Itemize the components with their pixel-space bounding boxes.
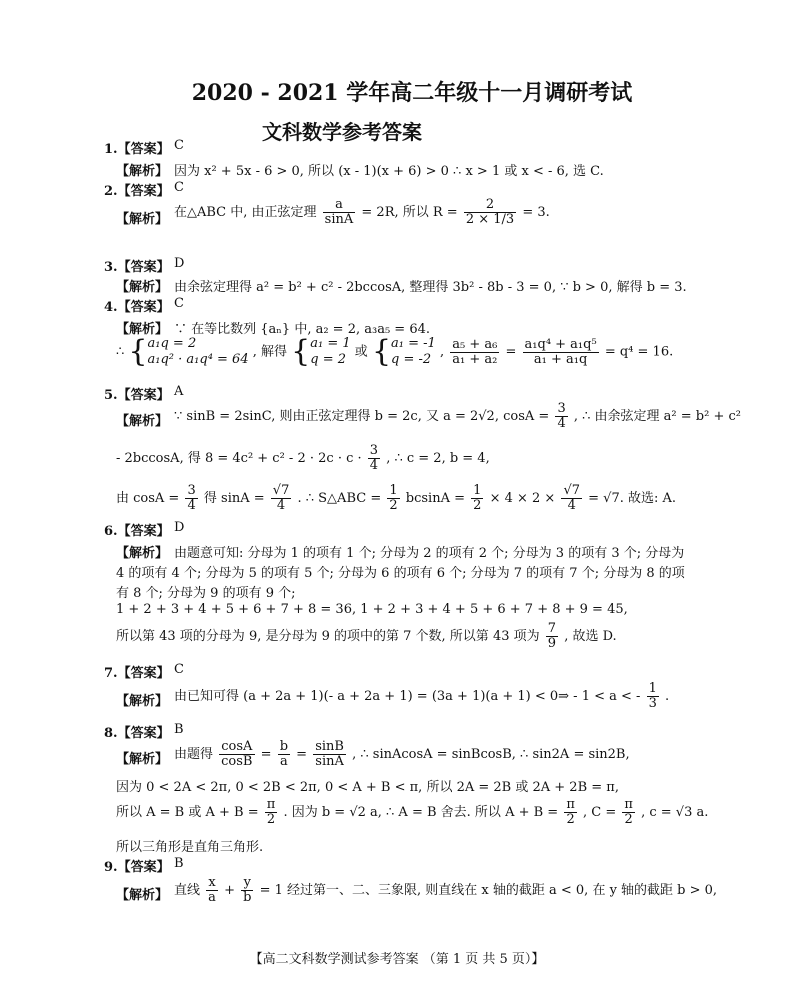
equation: a₁ = -1 <box>391 336 436 351</box>
answer-label: 【答案】 <box>117 300 170 315</box>
analysis-text: - 2bccosA, 得 8 = 4c² + c² - 2 · 2c · c · <box>116 451 362 466</box>
numerator: 1 <box>389 483 398 498</box>
fraction <box>471 484 483 513</box>
numerator: √7 <box>563 483 581 498</box>
denominator: 4 <box>567 498 576 513</box>
analysis-formula <box>174 198 550 227</box>
denominator: 4 <box>187 498 196 513</box>
analysis-text: , ∴ sinAcosA = sinBcosB, ∴ sin2A = sin2B, <box>352 747 630 762</box>
numerator: x <box>206 876 218 891</box>
analysis-text: 有 8 个; 分母为 9 的项有 9 个; <box>116 586 296 601</box>
analysis-text: 所以第 43 项的分母为 9, 是分母为 9 的项中的第 7 个数, 所以第 43 项为 <box>116 629 540 644</box>
numerator: 1 <box>473 483 482 498</box>
question-3-answer-row <box>104 256 170 275</box>
therefore-sign: ∴ <box>116 344 125 360</box>
numerator: 3 <box>369 443 379 458</box>
answer-value: D <box>174 520 185 535</box>
denominator: 4 <box>369 458 379 473</box>
numerator: π <box>266 797 276 812</box>
numerator: y <box>241 876 253 891</box>
answer-label: 【答案】 <box>117 388 170 403</box>
question-8-answer-row <box>104 722 170 741</box>
equation: q = -2 <box>391 352 432 367</box>
analysis-text: ∵ sinB = 2sinC, 则由正弦定理得 b = 2c, 又 a = 2√2, cosA = <box>174 409 550 424</box>
fraction <box>450 338 499 367</box>
analysis-text: , 解得 <box>252 344 288 360</box>
fraction <box>241 876 253 905</box>
denominator: a <box>279 754 288 769</box>
question-number: 8. <box>104 726 118 741</box>
fraction <box>561 484 582 513</box>
analysis-text: bcsinA = <box>405 491 465 506</box>
analysis-text: 所以三角形是直角三角形. <box>116 840 264 855</box>
analysis-text: 由 cosA = <box>116 491 180 506</box>
analysis-text: , C = <box>583 805 617 820</box>
analysis-text: 由余弦定理得 a² = b² + c² - 2bccosA, 整理得 3b² - 8b - 3 = 0, ∵ b > 0, 解得 b = 3. <box>174 280 687 295</box>
answer-value: C <box>174 180 184 195</box>
denominator: 4 <box>557 416 566 431</box>
fraction <box>464 198 516 227</box>
analysis-text: . 因为 b = √2 a, ∴ A = B 舍去. 所以 A + B = <box>283 805 559 820</box>
analysis-label: 【解析】 <box>116 694 169 709</box>
analysis-text: × 4 × 2 × <box>489 491 556 506</box>
numerator: π <box>566 797 575 812</box>
numerator: a <box>323 198 356 213</box>
question-number: 6. <box>104 524 118 539</box>
fraction <box>313 740 346 769</box>
fraction <box>206 876 218 905</box>
analysis-text: = 3. <box>522 205 550 220</box>
analysis-text: , 故选 D. <box>564 629 617 644</box>
answer-value: C <box>174 296 184 311</box>
question-7-answer-row <box>104 662 170 681</box>
question-number: 3. <box>104 260 118 275</box>
plus-sign: + <box>224 883 235 898</box>
numerator: 7 <box>547 621 557 636</box>
equation-system <box>310 336 350 368</box>
answer-value: D <box>174 256 185 271</box>
fraction <box>546 622 558 651</box>
analysis-formula <box>174 402 741 431</box>
analysis-text: 4 的项有 4 个; 分母为 5 的项有 5 个; 分母为 6 的项有 6 个; 分母为 7 的项有 7 个; 分母为 8 的项 <box>116 566 685 581</box>
answer-label: 【答案】 <box>117 142 170 157</box>
answer-label: 【答案】 <box>117 184 170 199</box>
fraction <box>647 682 659 711</box>
question-number: 7. <box>104 666 118 681</box>
equation: a₁ = 1 <box>310 336 351 351</box>
analysis-formula <box>174 740 630 769</box>
question-6-answer-row <box>104 520 170 539</box>
analysis-label: 【解析】 <box>116 322 169 337</box>
fraction <box>622 798 635 827</box>
numerator: 1 <box>648 681 657 696</box>
denominator: b <box>243 890 252 905</box>
question-2-answer-row <box>104 180 170 199</box>
numerator: a₁q⁴ + a₁q⁵ <box>524 336 597 352</box>
analysis-text: = 2R, 所以 R = <box>361 205 458 220</box>
left-brace: { <box>291 334 311 369</box>
analysis-text: 因为 0 < 2A < 2π, 0 < 2B < 2π, 0 < A + B < π, 所以 2A = 2B 或 2A + 2B = π, <box>116 780 619 795</box>
page-subtitle: 文科数学参考答案 <box>262 120 422 144</box>
analysis-formula <box>116 444 490 473</box>
analysis-formula <box>116 798 708 827</box>
fraction <box>323 198 356 227</box>
analysis-text: 在△ABC 中, 由正弦定理 <box>174 205 317 220</box>
denominator: 4 <box>276 498 286 513</box>
fraction <box>271 484 292 513</box>
analysis-label: 【解析】 <box>116 212 169 227</box>
analysis-text: 所以 A = B 或 A + B = <box>116 805 259 820</box>
fraction <box>368 444 380 473</box>
analysis-text: 由题得 <box>174 747 214 762</box>
equals-sign: = <box>296 747 308 762</box>
question-number: 4. <box>104 300 118 315</box>
denominator: 2 × 1/3 <box>465 212 515 227</box>
fraction <box>387 484 399 513</box>
analysis-text: , ∴ c = 2, b = 4, <box>386 451 490 466</box>
analysis-text: . ∴ S△ABC = <box>297 491 382 506</box>
question-9-answer-row <box>104 856 170 875</box>
denominator: 2 <box>566 812 575 827</box>
numerator: cosA <box>219 740 254 755</box>
fraction <box>564 798 577 827</box>
fraction <box>523 338 599 367</box>
left-brace: { <box>371 334 392 369</box>
numerator: √7 <box>272 483 290 498</box>
question-4-answer-row <box>104 296 170 315</box>
analysis-text: 1 + 2 + 3 + 4 + 5 + 6 + 7 + 8 = 36, 1 + 2 + 3 + 4 + 5 + 6 + 7 + 8 + 9 = 45, <box>116 602 628 617</box>
analysis-label: 【解析】 <box>116 164 169 179</box>
analysis-label: 【解析】 <box>116 414 169 429</box>
numerator: 2 <box>464 198 516 213</box>
analysis-label: 【解析】 <box>116 546 169 561</box>
denominator: 2 <box>624 812 633 827</box>
equals-sign: = <box>505 344 517 360</box>
analysis-label: 【解析】 <box>116 888 169 903</box>
equation: a₁q² · a₁q⁴ = 64 <box>147 352 249 367</box>
analysis-text: = 1 经过第一、二、三象限, 则直线在 x 轴的截距 a < 0, 在 y 轴的截距 b > 0, <box>259 883 718 898</box>
equals-sign: = <box>260 747 272 762</box>
equation-system <box>148 336 249 368</box>
denominator: 2 <box>473 498 482 513</box>
answer-label: 【答案】 <box>117 666 170 681</box>
analysis-text: = √7. 故选: A. <box>588 491 677 506</box>
analysis-text: = q⁴ = 16. <box>604 344 674 360</box>
analysis-text: ∵ 在等比数列 {aₙ} 中, a₂ = 2, a₃a₅ = 64. <box>174 322 430 337</box>
analysis-text: 由已知可得 (a + 2a + 1)(- a + 2a + 1) = (3a + 1)(a + 1) < 0⇒ - 1 < a < - <box>174 689 641 704</box>
analysis-formula: ∴ { a₁q = 2 a₁q² · a₁q⁴ = 64 , 解得 { a₁ = 1 q = 2 或 { a₁ = -1 q = -2 , $\frac{\text{a₅ + a₆}}{\text{a₁ + a₂}}$ = $\frac{\text{a₁q⁴ + a₁q⁵}}{\text{a₁ + a₁q}}$ = q⁴ = 16. <box>116 334 674 369</box>
question-number: 5. <box>104 388 118 403</box>
analysis-formula <box>116 484 676 513</box>
analysis-text: , c = √3 a. <box>641 805 709 820</box>
numerator: sinB <box>315 739 344 754</box>
denominator: a₁ + a₂ <box>452 351 498 367</box>
fraction <box>185 484 197 513</box>
numerator: 3 <box>187 483 196 498</box>
analysis-text: , ∴ 由余弦定理 a² = b² + c² <box>573 409 741 424</box>
equation-system <box>391 336 436 368</box>
denominator: 2 <box>389 498 398 513</box>
left-brace: { <box>128 334 148 369</box>
analysis-text: 或 <box>354 344 368 360</box>
answer-value: C <box>174 138 184 153</box>
analysis-formula <box>174 876 717 905</box>
analysis-text: 直线 <box>174 883 201 898</box>
numerator: b <box>279 739 289 754</box>
analysis-text: 因为 x² + 5x - 6 > 0, 所以 (x - 1)(x + 6) > 0 ∴ x > 1 或 x < - 6, 选 C. <box>174 164 604 179</box>
answer-label: 【答案】 <box>117 260 170 275</box>
denominator: 2 <box>266 812 276 827</box>
fraction <box>278 740 290 769</box>
question-5-answer-row <box>104 384 170 403</box>
analysis-text: 得 sinA = <box>203 491 265 506</box>
fraction <box>555 402 567 431</box>
fraction <box>265 798 278 827</box>
analysis-text: 由题意可知: 分母为 1 的项有 1 个; 分母为 2 的项有 2 个; 分母为 3 的项有 3 个; 分母为 <box>174 546 685 561</box>
page-title: 2020 - 2021 学年高二年级十一月调研考试 <box>191 80 633 106</box>
answer-value: C <box>174 662 184 677</box>
answer-value: B <box>174 722 184 737</box>
numerator: π <box>624 797 633 812</box>
analysis-label: 【解析】 <box>116 280 169 295</box>
equation: q = 2 <box>310 352 346 367</box>
question-1-answer-row <box>104 138 170 157</box>
answer-value: A <box>174 384 184 399</box>
answer-value: B <box>174 856 184 871</box>
numerator: 3 <box>557 401 566 416</box>
answer-label: 【答案】 <box>117 524 170 539</box>
question-number: 2. <box>104 184 118 199</box>
denominator: 3 <box>648 696 657 711</box>
denominator: 9 <box>547 636 557 651</box>
analysis-formula <box>174 682 669 711</box>
page-footer: 【高二文科数学测试参考答案 （第 1 页 共 5 页）】 <box>249 952 545 967</box>
denominator: sinA <box>315 754 344 769</box>
numerator: a₅ + a₆ <box>452 336 498 352</box>
answer-label: 【答案】 <box>117 860 170 875</box>
denominator: a <box>208 890 216 905</box>
analysis-formula <box>116 622 617 651</box>
analysis-label: 【解析】 <box>116 752 169 767</box>
fraction <box>219 740 254 769</box>
question-number: 9. <box>104 860 118 875</box>
denominator: a₁ + a₁q <box>533 351 588 367</box>
equation: a₁q = 2 <box>147 336 197 351</box>
analysis-text: . <box>665 689 670 704</box>
denominator: cosB <box>221 754 253 769</box>
answer-label: 【答案】 <box>117 726 170 741</box>
denominator: sinA <box>324 212 354 227</box>
question-number: 1. <box>104 142 118 157</box>
